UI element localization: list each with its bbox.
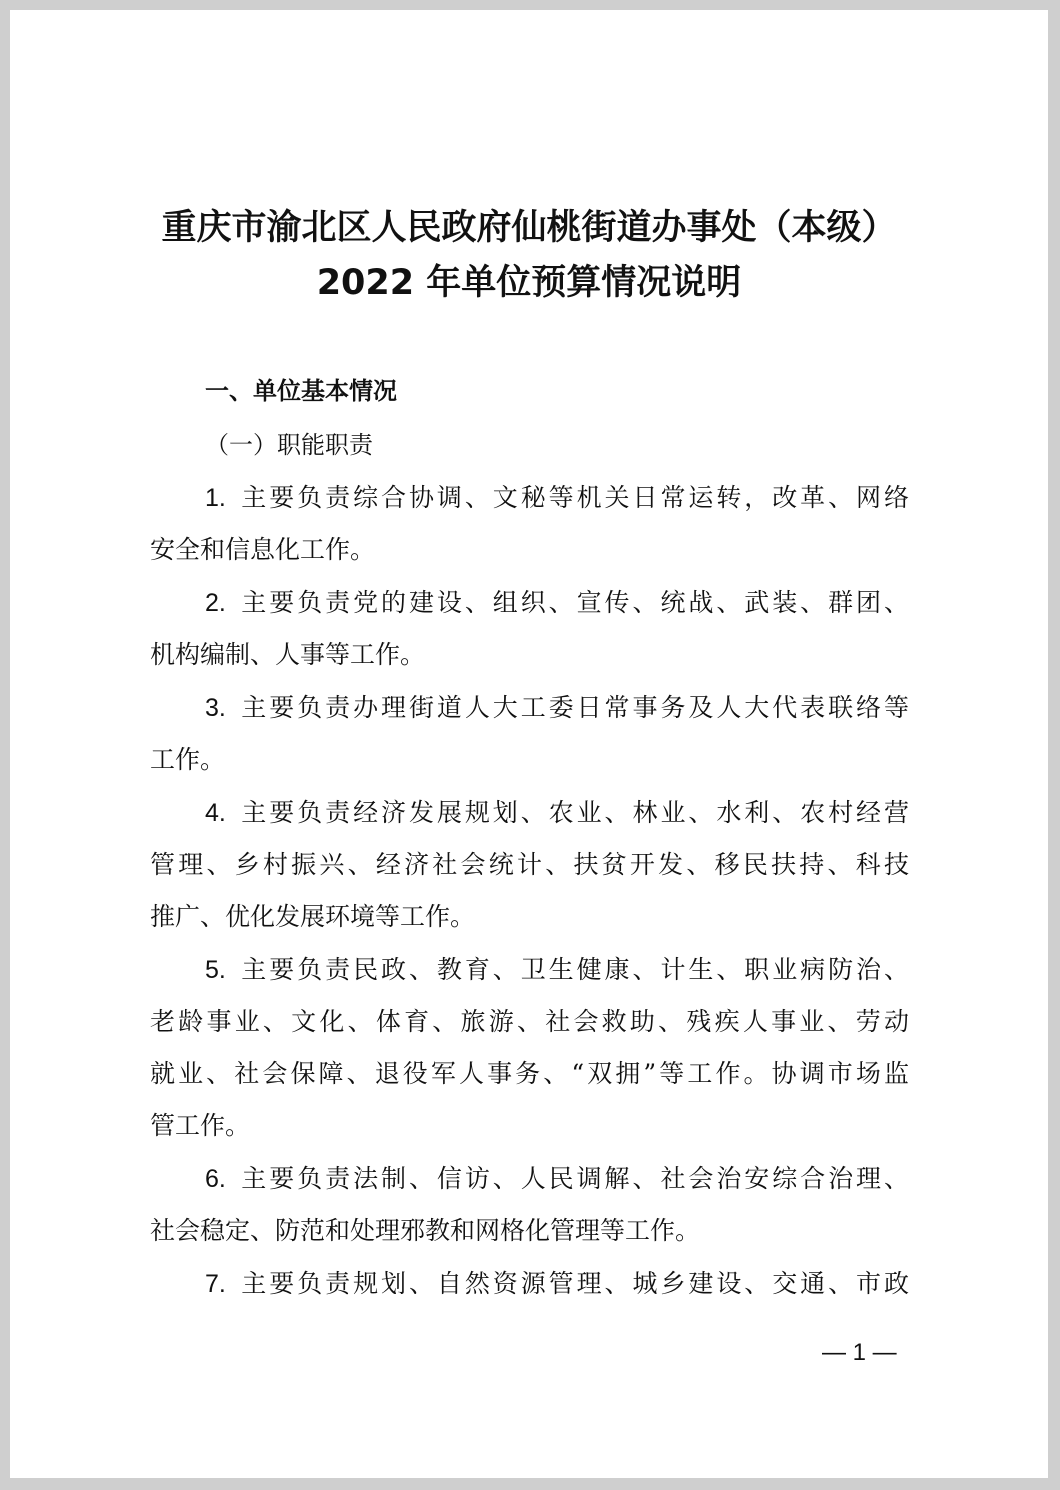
paragraph-1-line-1: [205, 472, 909, 524]
paragraph-4-line-1: [205, 787, 909, 839]
paragraph-text: 主要负责法制、信访、人民调解、社会治安综合治理、: [238, 1164, 909, 1193]
document-title-line2: 2022 年单位预算情况说明: [316, 263, 742, 303]
paragraph-text: 主要负责民政、教育、卫生健康、计生、职业病防治、: [238, 955, 909, 984]
paragraph-number: 7.: [205, 1270, 226, 1298]
paragraph-3-line-1: [205, 682, 909, 734]
paragraph-number: 2.: [205, 589, 226, 617]
paragraph-number: 6.: [205, 1165, 226, 1193]
document-page: [10, 10, 1048, 1478]
paragraph-number: 3.: [205, 694, 226, 722]
paragraph-text: 主要负责经济发展规划、农业、林业、水利、农村经营: [238, 798, 909, 827]
paragraph-2-line-1: [205, 577, 909, 629]
paragraph-number: 1.: [205, 484, 226, 512]
paragraph-text: 主要负责规划、自然资源管理、城乡建设、交通、市政: [238, 1269, 909, 1298]
paragraph-5-line-3: 就业、社会保障、退役军人事务、“双拥”等工作。协调市场监: [150, 1059, 909, 1088]
paragraph-text: 主要负责办理街道人大工委日常事务及人大代表联络等: [238, 693, 909, 722]
paragraph-number: 4.: [205, 799, 226, 827]
paragraph-text: 主要负责党的建设、组织、宣传、统战、武装、群团、: [238, 588, 909, 617]
paragraph-6-line-2: 社会稳定、防范和处理邪教和网格化管理等工作。: [150, 1216, 701, 1245]
paragraph-4-line-3: 推广、优化发展环境等工作。: [150, 902, 476, 931]
paragraph-6-line-1: [205, 1153, 909, 1205]
page-number: — 1 —: [822, 1339, 897, 1366]
paragraph-4-line-2: 管理、乡村振兴、经济社会统计、扶贫开发、移民扶持、科技: [150, 850, 909, 879]
paragraph-7-line-1: [205, 1258, 909, 1310]
paragraph-5-line-4: 管工作。: [150, 1111, 251, 1140]
paragraph-3-line-2: 工作。: [150, 745, 226, 774]
paragraph-text: 主要负责综合协调、文秘等机关日常运转，改革、网络: [238, 483, 909, 512]
document-title-line1: 重庆市渝北区人民政府仙桃街道办事处（本级）: [161, 208, 897, 248]
section-heading: 一、单位基本情况: [205, 377, 397, 405]
paragraph-1-line-2: 安全和信息化工作。: [150, 535, 376, 564]
paragraph-2-line-2: 机构编制、人事等工作。: [150, 640, 426, 669]
subsection-heading: （一）职能职责: [205, 431, 373, 459]
paragraph-5-line-1: [205, 944, 909, 996]
paragraph-number: 5.: [205, 956, 226, 984]
paragraph-5-line-2: 老龄事业、文化、体育、旅游、社会救助、残疾人事业、劳动: [150, 1007, 909, 1036]
